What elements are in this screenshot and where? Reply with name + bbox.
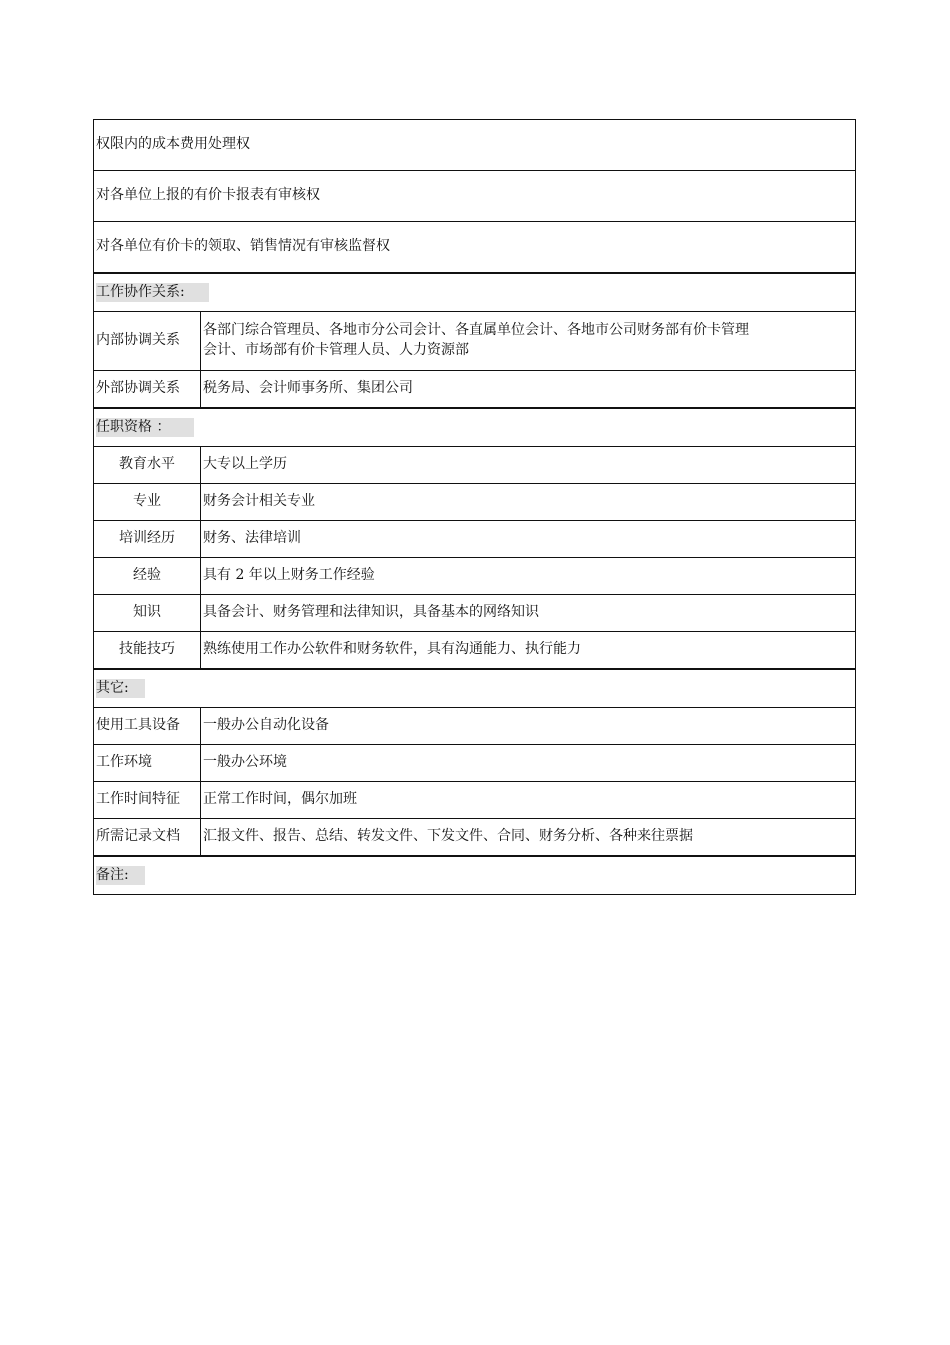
authority-item-1: 权限内的成本费用处理权 (94, 120, 856, 171)
coordination-section-row (94, 273, 856, 312)
other-value: 汇报文件、报告、总结、转发文件、下发文件、合同、财务分析、各种来往票据 (201, 819, 856, 857)
other-row (94, 745, 856, 782)
internal-coordination-value (201, 312, 856, 371)
other-value: 一般办公环境 (201, 745, 856, 782)
authority-row-3 (94, 222, 856, 274)
authority-item-3: 对各单位有价卡的领取、销售情况有审核监督权 (94, 222, 856, 274)
qualification-value: 大专以上学历 (201, 447, 856, 484)
qualification-row (94, 632, 856, 670)
qualification-label: 专业 (94, 484, 201, 521)
qualification-label: 培训经历 (94, 521, 201, 558)
qualifications-section-row (94, 408, 856, 447)
qualification-row (94, 558, 856, 595)
internal-coordination-label: 内部协调关系 (94, 312, 201, 371)
internal-coordination-row (94, 312, 856, 371)
other-section-row (94, 669, 856, 708)
job-description-table (93, 119, 856, 895)
other-label: 使用工具设备 (94, 708, 201, 745)
other-row (94, 708, 856, 745)
other-section-title: 其它: (96, 679, 145, 699)
qualification-row (94, 484, 856, 521)
qualification-value: 具备会计、财务管理和法律知识，具备基本的网络知识 (201, 595, 856, 632)
authority-item-2: 对各单位上报的有价卡报表有审核权 (94, 171, 856, 222)
internal-coordination-line-1: 各部门综合管理员、各地市分公司会计、各直属单位会计、各地市公司财务部有价卡管理 (203, 322, 749, 339)
other-row (94, 819, 856, 857)
other-label: 工作环境 (94, 745, 201, 782)
other-label: 所需记录文档 (94, 819, 201, 857)
authority-row-1 (94, 120, 856, 171)
coordination-section-title: 工作协作关系: (96, 283, 209, 303)
remarks-section-title: 备注: (96, 866, 145, 886)
remarks-section-row (94, 856, 856, 895)
qualification-label: 知识 (94, 595, 201, 632)
external-coordination-row (94, 371, 856, 409)
qualification-row (94, 521, 856, 558)
qualification-label: 经验 (94, 558, 201, 595)
qualification-value: 财务、法律培训 (201, 521, 856, 558)
authority-row-2 (94, 171, 856, 222)
other-value: 一般办公自动化设备 (201, 708, 856, 745)
qualification-label: 技能技巧 (94, 632, 201, 670)
qualification-value: 熟练使用工作办公软件和财务软件，具有沟通能力、执行能力 (201, 632, 856, 670)
qualification-value: 财务会计相关专业 (201, 484, 856, 521)
qualification-value: 具有 2 年以上财务工作经验 (201, 558, 856, 595)
qualification-row (94, 595, 856, 632)
external-coordination-label: 外部协调关系 (94, 371, 201, 409)
external-coordination-value: 税务局、会计师事务所、集团公司 (201, 371, 856, 409)
qualifications-section-title: 任职资格 ： (96, 418, 194, 438)
other-label: 工作时间特征 (94, 782, 201, 819)
other-row (94, 782, 856, 819)
qualification-label: 教育水平 (94, 447, 201, 484)
qualification-row (94, 447, 856, 484)
other-value: 正常工作时间，偶尔加班 (201, 782, 856, 819)
internal-coordination-line-2: 会计、市场部有价卡管理人员、人力资源部 (203, 342, 469, 358)
